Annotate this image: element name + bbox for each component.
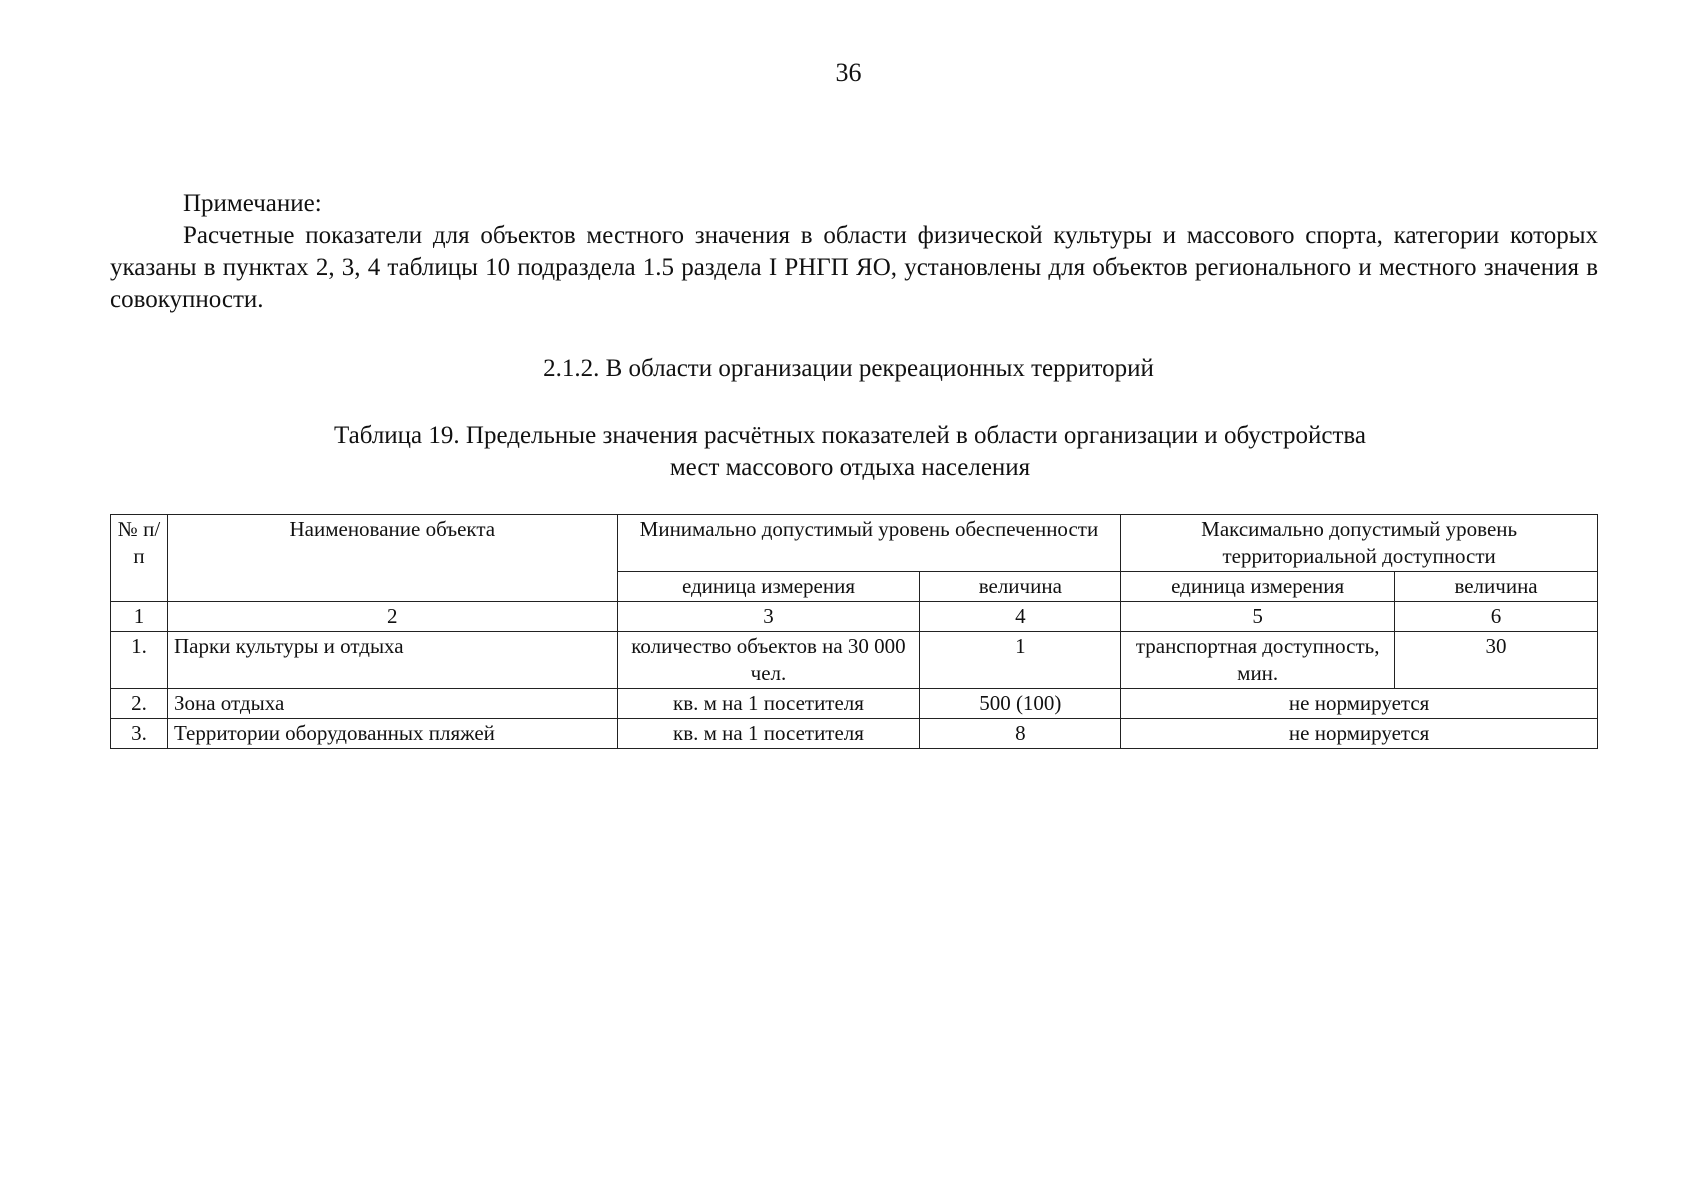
row-unit-min: кв. м на 1 посетителя [617, 689, 920, 719]
table-row [111, 689, 1598, 719]
table-caption [240, 420, 1460, 484]
header-value-min: величина [920, 572, 1121, 602]
row-unit-min: кв. м на 1 посетителя [617, 719, 920, 749]
row-value-min: 500 (100) [920, 689, 1121, 719]
note-label: Примечание: [183, 190, 322, 217]
row-num: 3. [111, 719, 168, 749]
row-unit-max: транспортная доступность, мин. [1121, 632, 1395, 689]
column-number: 2 [167, 602, 617, 632]
note-block [110, 188, 1598, 316]
row-name: Парки культуры и отдыха [167, 632, 617, 689]
column-number: 1 [111, 602, 168, 632]
column-number: 6 [1395, 602, 1598, 632]
row-num: 2. [111, 689, 168, 719]
note-text: Расчетные показатели для объектов местного значения в области физической культуры и массового спорта, категории которых указаны в пунктах 2, 3, 4 таблицы 10 подраздела 1.5 раздела I РНГП ЯО, установлены для объектов регионального и местного значения в совокупности. [110, 222, 1598, 313]
table-row [111, 632, 1598, 689]
header-min-level: Минимально допустимый уровень обеспеченности [617, 515, 1121, 572]
row-value-min: 8 [920, 719, 1121, 749]
column-numbers-row [111, 602, 1598, 632]
row-num: 1. [111, 632, 168, 689]
page-number: 36 [835, 58, 862, 87]
row-max-merged: не нормируется [1121, 719, 1598, 749]
row-max-merged: не нормируется [1121, 689, 1598, 719]
header-unit-min: единица измерения [617, 572, 920, 602]
row-unit-min: количество объектов на 30 000 чел. [617, 632, 920, 689]
header-value-max: величина [1395, 572, 1598, 602]
column-number: 4 [920, 602, 1121, 632]
norms-table [110, 514, 1598, 749]
header-unit-max: единица измерения [1121, 572, 1395, 602]
table-caption-line-1: Таблица 19. Предельные значения расчётных показателей в области организации и обустройства [333, 422, 1367, 449]
header-max-level: Максимально допустимый уровень территориальной доступности [1121, 515, 1598, 572]
column-number: 5 [1121, 602, 1395, 632]
row-value-min: 1 [920, 632, 1121, 689]
row-value-max: 30 [1395, 632, 1598, 689]
row-name: Зона отдыха [167, 689, 617, 719]
section-heading: 2.1.2. В области организации рекреационных территорий [543, 355, 1154, 382]
header-name: Наименование объекта [167, 515, 617, 602]
table-row [111, 719, 1598, 749]
table-caption-line-2: мест массового отдыха населения [669, 454, 1031, 481]
header-num: № п/п [111, 515, 168, 602]
row-name: Территории оборудованных пляжей [167, 719, 617, 749]
column-number: 3 [617, 602, 920, 632]
